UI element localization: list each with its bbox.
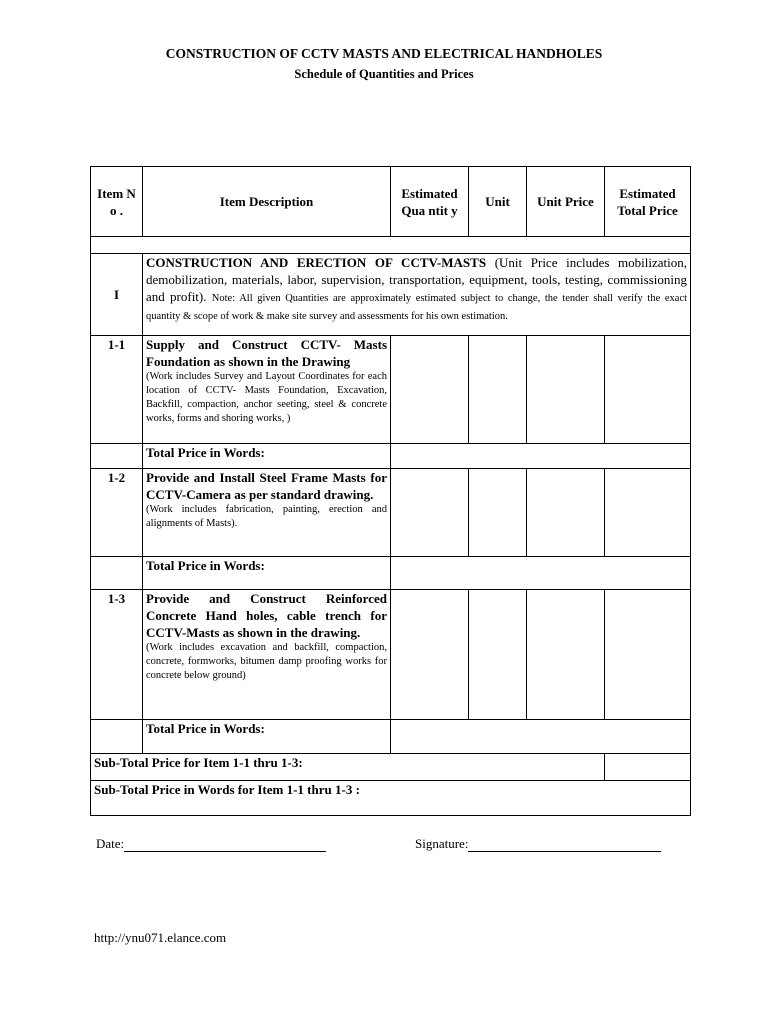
spacer-cell (91, 237, 691, 254)
item-number: 1-3 (91, 590, 143, 720)
words-row (91, 444, 691, 469)
subtotal-words-row (91, 781, 691, 816)
header-unit-price: Unit Price (527, 167, 605, 237)
section-number: I (91, 254, 143, 336)
total-price-words-field[interactable] (391, 444, 691, 469)
item-detail: (Work includes Survey and Layout Coordinates for each location of CCTV- Masts Foundation, Excavation, Backfill, compaction, anchor seeting, steel & concrete works, forms and shoring works, ) (146, 371, 387, 424)
unit-cell[interactable] (469, 590, 527, 720)
item-title: Provide and Construct Reinforced Concrete Hand holes, cable trench for CCTV-Masts as shown in the drawing. (146, 591, 387, 640)
item-number: 1-2 (91, 469, 143, 557)
words-blank-cell (91, 444, 143, 469)
header-item-description: Item Description (143, 167, 391, 237)
unit-cell[interactable] (469, 469, 527, 557)
document-subtitle: Schedule of Quantities and Prices (294, 67, 474, 81)
item-title: Provide and Install Steel Frame Masts for CCTV-Camera as per standard drawing. (146, 470, 387, 502)
section-scope: (Unit Price includes mobilization, demobilization, materials, labor, supervision, transportation, equipment, tools, testing, commissioning and profit). (146, 255, 688, 304)
section-description (143, 254, 691, 336)
subtotal-label: Sub-Total Price for Item 1-1 thru 1-3: (91, 754, 605, 781)
signature-line (415, 836, 661, 852)
header-estimated-total-price: Estimated Total Price (605, 167, 691, 237)
document-title: CONSTRUCTION OF CCTV MASTS AND ELECTRICAL HANDHOLES (165, 46, 603, 61)
words-blank-cell (91, 720, 143, 754)
item-detail: (Work includes excavation and backfill, compaction, concrete, formworks, bitumen damp proofing works for concrete below ground) (146, 642, 387, 681)
quantity-cell[interactable] (391, 336, 469, 444)
section-title: CONSTRUCTION AND ERECTION OF CCTV-MASTS (146, 255, 487, 270)
table-row (91, 590, 691, 720)
signature-label: Signature: (415, 836, 469, 851)
date-line (96, 836, 326, 852)
table-header-row (91, 167, 691, 237)
total-price-cell[interactable] (605, 590, 691, 720)
unit-cell[interactable] (469, 336, 527, 444)
words-row (91, 557, 691, 590)
footer-url[interactable]: http://ynu071.elance.com (94, 930, 227, 945)
item-description (143, 336, 391, 444)
unit-price-cell[interactable] (527, 336, 605, 444)
table-row (91, 469, 691, 557)
quantity-cell[interactable] (391, 590, 469, 720)
signature-field[interactable] (468, 837, 661, 852)
section-row (91, 254, 691, 336)
words-row (91, 720, 691, 754)
total-price-words-field[interactable] (391, 720, 691, 754)
subtotal-words-label: Sub-Total Price in Words for Item 1-1 thru 1-3 : (91, 781, 691, 816)
quantity-cell[interactable] (391, 469, 469, 557)
spacer-row (91, 237, 691, 254)
section-note: Note: All given Quantities are approximately estimated subject to change, the tender shall verify the exact quantity & scope of work & make site survey and assessments for his own estimation. (146, 293, 688, 322)
total-price-words-field[interactable] (391, 557, 691, 590)
words-blank-cell (91, 557, 143, 590)
subtotal-value-cell[interactable] (605, 754, 691, 781)
subtotal-row (91, 754, 691, 781)
total-price-cell[interactable] (605, 469, 691, 557)
unit-price-cell[interactable] (527, 469, 605, 557)
item-description (143, 469, 391, 557)
header-item-no: Item N o . (91, 167, 143, 237)
schedule-table (90, 166, 691, 816)
header-estimated-quantity: Estimated Qua ntit y (391, 167, 469, 237)
total-price-words-label: Total Price in Words: (143, 557, 391, 590)
table-row (91, 336, 691, 444)
total-price-cell[interactable] (605, 336, 691, 444)
date-field[interactable] (124, 837, 326, 852)
date-label: Date: (96, 836, 125, 851)
item-title: Supply and Construct CCTV- Masts Foundation as shown in the Drawing (146, 337, 387, 369)
unit-price-cell[interactable] (527, 590, 605, 720)
header-unit: Unit (469, 167, 527, 237)
total-price-words-label: Total Price in Words: (143, 444, 391, 469)
item-description (143, 590, 391, 720)
total-price-words-label: Total Price in Words: (143, 720, 391, 754)
item-detail: (Work includes fabrication, painting, erection and alignments of Masts). (146, 504, 387, 529)
item-number: 1-1 (91, 336, 143, 444)
